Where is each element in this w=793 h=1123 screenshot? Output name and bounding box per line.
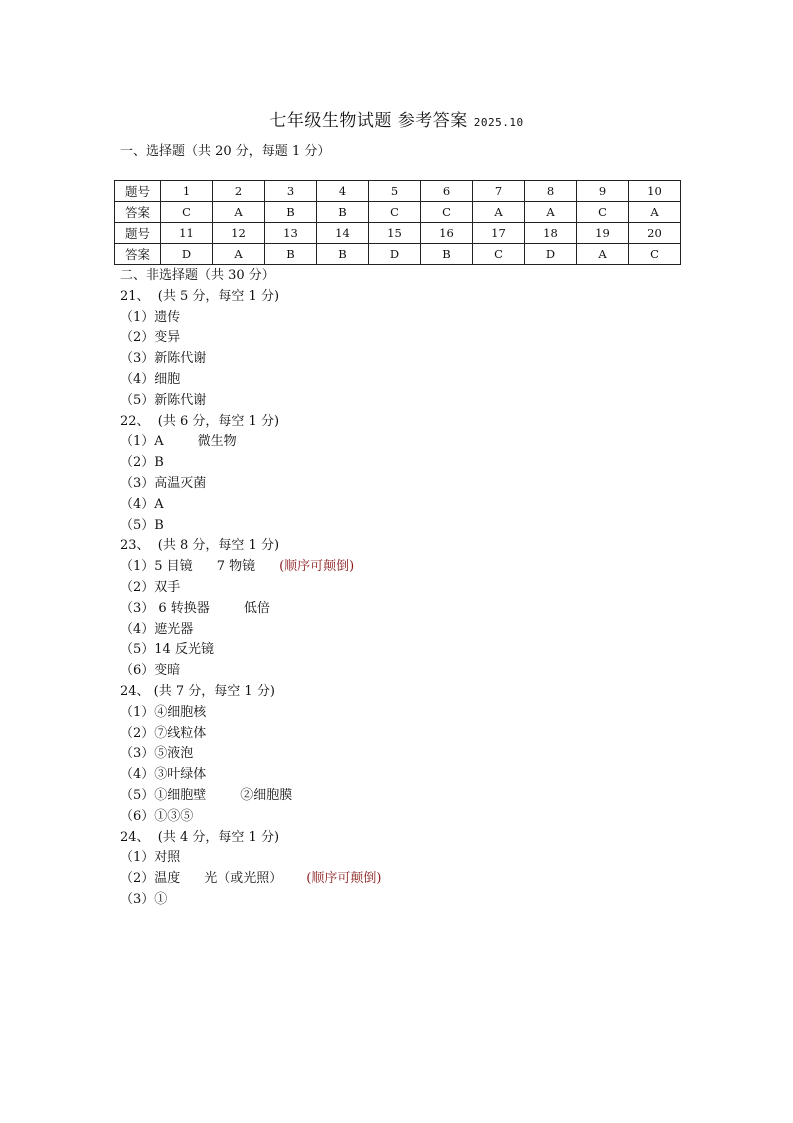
answer-cell: A [577, 244, 629, 265]
answer-cell: C [473, 244, 525, 265]
answer-part: 光（或光照） [204, 871, 283, 887]
answer-cell: C [421, 202, 473, 223]
answer-part: （3） 6 转换器 [120, 600, 210, 616]
answer-cell: C [629, 244, 681, 265]
list-item: （3）新陈代谢 [120, 351, 207, 367]
question-number: 8 [525, 181, 577, 202]
question-number: 4 [317, 181, 369, 202]
list-item: （2）B [120, 455, 164, 471]
answer-cell: A [629, 202, 681, 223]
table-row [115, 244, 681, 265]
list-item [120, 869, 381, 890]
answer-part: （5）①细胞壁 [120, 787, 207, 803]
question-number: 10 [629, 181, 681, 202]
question-number: 19 [577, 223, 629, 244]
list-item: （5）新陈代谢 [120, 392, 207, 408]
list-item: （6）变暗 [120, 663, 181, 679]
section2-heading: 二、非选择题（共 30 分） [120, 268, 275, 283]
answers-body [120, 266, 381, 911]
answer-part: ②细胞膜 [240, 787, 293, 803]
question-number: 9 [577, 181, 629, 202]
list-item: （3）高温灭菌 [120, 475, 207, 491]
answer-part: （1）5 目镜 [120, 559, 193, 575]
answer-cell: B [265, 202, 317, 223]
answer-cell: C [161, 202, 213, 223]
row-label: 答案 [115, 244, 161, 265]
list-item: （4）细胞 [120, 371, 181, 387]
q25-heading: 24、 (共 4 分，每空 1 分) [120, 829, 280, 845]
question-number: 15 [369, 223, 421, 244]
row-label: 题号 [115, 181, 161, 202]
row-label: 答案 [115, 202, 161, 223]
answer-cell: A [213, 202, 265, 223]
list-item: （5）14 反光镜 [120, 642, 214, 658]
q24-heading: 24、 (共 7 分，每空 1 分) [120, 683, 275, 699]
question-number: 17 [473, 223, 525, 244]
question-number: 16 [421, 223, 473, 244]
list-item: （3）⑤液泡 [120, 746, 194, 762]
list-item: （2）变异 [120, 330, 181, 346]
answer-cell: C [577, 202, 629, 223]
answer-cell: B [317, 202, 369, 223]
answer-part: 7 物镜 [216, 559, 256, 575]
answer-cell: A [213, 244, 265, 265]
table-row [115, 181, 681, 202]
answer-cell: B [421, 244, 473, 265]
answer-cell: A [525, 202, 577, 223]
answer-cell: C [369, 202, 421, 223]
answer-cell: D [369, 244, 421, 265]
list-item: （1）遗传 [120, 309, 181, 325]
question-number: 2 [213, 181, 265, 202]
list-item: （4）遮光器 [120, 621, 194, 637]
answer-cell: D [161, 244, 213, 265]
table-row [115, 223, 681, 244]
q23-heading: 23、 (共 8 分，每空 1 分) [120, 538, 280, 554]
answer-cell: B [317, 244, 369, 265]
order-note: (顺序可颠倒) [306, 871, 382, 887]
list-item: （1）④细胞核 [120, 704, 207, 720]
page-title [0, 106, 793, 131]
list-item [120, 786, 381, 807]
q22-heading: 22、 (共 6 分，每空 1 分) [120, 413, 280, 429]
exam-date: 2025.10 [473, 116, 524, 129]
title-text: 七年级生物试题 参考答案 [269, 111, 468, 131]
answer-table [114, 180, 681, 265]
answer-cell: D [525, 244, 577, 265]
list-item: （4）③叶绿体 [120, 767, 207, 783]
question-number: 14 [317, 223, 369, 244]
list-item: （3）① [120, 891, 168, 907]
list-item: （1）对照 [120, 850, 181, 866]
list-item: （5）B [120, 517, 164, 533]
answer-part: 微生物 [197, 434, 237, 450]
answer-part: 低倍 [243, 600, 270, 616]
list-item [120, 599, 381, 620]
q21-heading: 21、 (共 5 分，每空 1 分) [120, 288, 280, 304]
question-number: 5 [369, 181, 421, 202]
table-row [115, 202, 681, 223]
answer-part: （1）A [120, 434, 164, 450]
order-note: (顺序可颠倒) [279, 559, 355, 575]
list-item: （2）⑦线粒体 [120, 725, 207, 741]
question-number: 11 [161, 223, 213, 244]
list-item [120, 557, 381, 578]
question-number: 6 [421, 181, 473, 202]
row-label: 题号 [115, 223, 161, 244]
question-number: 1 [161, 181, 213, 202]
section1-heading: 一、选择题（共 20 分，每题 1 分） [120, 144, 331, 159]
question-number: 3 [265, 181, 317, 202]
answer-part: （2）温度 [120, 871, 181, 887]
answer-cell: A [473, 202, 525, 223]
question-number: 12 [213, 223, 265, 244]
question-number: 13 [265, 223, 317, 244]
answer-cell: B [265, 244, 317, 265]
list-item: （4）A [120, 496, 164, 512]
list-item [120, 432, 381, 453]
question-number: 7 [473, 181, 525, 202]
list-item: （6）①③⑤ [120, 808, 194, 824]
list-item: （2）双手 [120, 579, 181, 595]
question-number: 18 [525, 223, 577, 244]
question-number: 20 [629, 223, 681, 244]
